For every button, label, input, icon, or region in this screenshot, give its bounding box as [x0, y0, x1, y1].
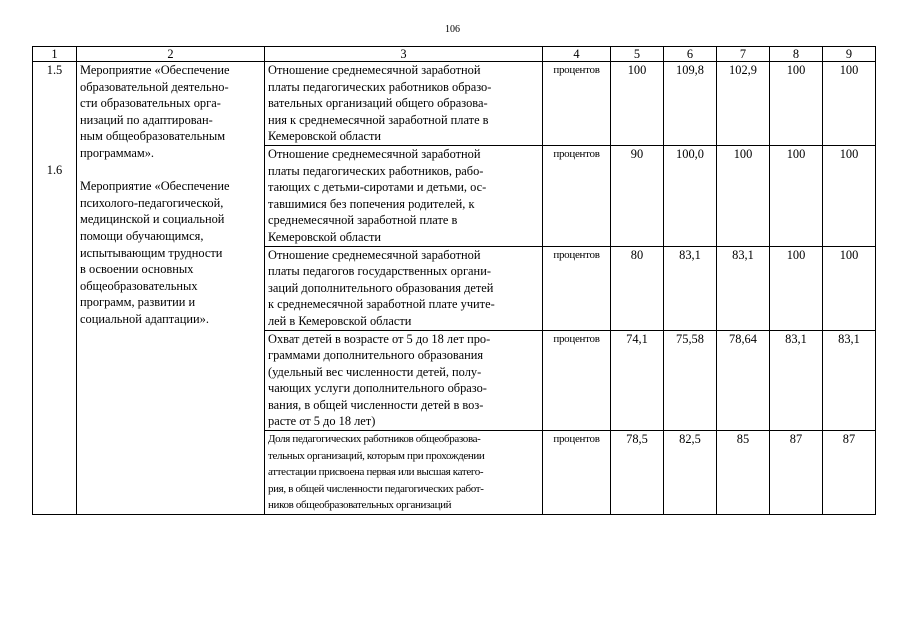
value-cell: 87: [823, 431, 876, 515]
value-cell: 100: [823, 246, 876, 330]
indicator-line: Охват детей в возрасте от 5 до 18 лет про-: [268, 331, 491, 346]
header-cell: 7: [717, 47, 770, 62]
value-cell: 100: [717, 145, 770, 246]
measure-line: помощи обучающимся,: [80, 228, 204, 243]
indicators-table: [32, 46, 876, 515]
indicator-line: Кемеровской области: [268, 229, 382, 244]
page-number: 106: [445, 24, 460, 35]
table-row: [33, 62, 876, 146]
unit-cell: процентов: [543, 431, 611, 515]
indicator-line: ния к среднемесячной заработной плате в: [268, 112, 489, 127]
value-cell: 78,64: [717, 330, 770, 431]
value-cell: 82,5: [664, 431, 717, 515]
unit-cell: процентов: [543, 62, 611, 146]
header-cell: 9: [823, 47, 876, 62]
header-row: [33, 47, 876, 62]
indicator-line: лей в Кемеровской области: [268, 313, 412, 328]
measure-line: медицинской и социальной: [80, 212, 225, 227]
value-cell: 85: [717, 431, 770, 515]
measure-line: Мероприятие «Обеспечение: [80, 63, 230, 77]
measure-line: сти образовательных орга-: [80, 96, 221, 111]
indicator-line: платы педагогических работников образо-: [268, 79, 492, 94]
value-cell: 80: [611, 246, 664, 330]
value-cell: 100: [823, 145, 876, 246]
value-cell: 109,8: [664, 62, 717, 146]
measure-line: Мероприятие «Обеспечение: [80, 179, 230, 194]
header-cell: 3: [265, 47, 543, 62]
indicator-line: тельных организаций, которым при прохождении: [268, 449, 485, 462]
header-cell: 5: [611, 47, 664, 62]
header-cell: 2: [77, 47, 265, 62]
indicator-line: Доля педагогических работников общеобразова-: [268, 433, 481, 446]
header-cell: 4: [543, 47, 611, 62]
value-cell: 102,9: [717, 62, 770, 146]
measure-line: программам».: [80, 145, 155, 160]
value-cell: 100: [770, 246, 823, 330]
indicator-line: среднемесячной заработной плате в: [268, 213, 458, 228]
indicator-cell: [265, 62, 543, 146]
header-cell: 1: [33, 47, 77, 62]
indicator-line: тавшимися без попечения родителей, к: [268, 196, 475, 211]
measure-description-cell: [77, 62, 265, 515]
value-cell: 83,1: [770, 330, 823, 431]
measure-line: ным общеобразовательным: [80, 129, 226, 144]
header-cell: 6: [664, 47, 717, 62]
indicator-line: аттестации присвоена первая или высшая катего-: [268, 466, 484, 479]
unit-cell: процентов: [543, 145, 611, 246]
indicator-line: граммами дополнительного образования: [268, 348, 484, 363]
indicator-line: к среднемесячной заработной плате учите-: [268, 297, 495, 312]
indicator-line: расте от 5 до 18 лет): [268, 414, 376, 429]
measure-line: низаций по адаптирован-: [80, 112, 213, 127]
measure-line: испытывающим трудности: [80, 245, 223, 260]
indicator-cell: [265, 145, 543, 246]
indicator-line: вательных организаций общего образова-: [268, 96, 488, 111]
indicator-line: платы педагогов государственных органи-: [268, 264, 491, 279]
measure-number: 1.5: [46, 63, 63, 77]
value-cell: 78,5: [611, 431, 664, 515]
indicator-line: заций дополнительного образования детей: [268, 280, 494, 295]
indicator-line: Отношение среднемесячной заработной: [268, 247, 481, 262]
value-cell: 83,1: [664, 246, 717, 330]
value-cell: 100: [611, 62, 664, 146]
measure-line: общеобразовательных: [80, 278, 198, 293]
indicator-line: Отношение среднемесячной заработной: [268, 63, 481, 77]
measure-number: 1.6: [46, 162, 63, 177]
indicator-line: Кемеровской области: [268, 129, 382, 144]
indicator-line: Отношение среднемесячной заработной: [268, 146, 481, 161]
indicator-cell: [265, 330, 543, 431]
unit-cell: процентов: [543, 246, 611, 330]
indicator-line: чающих услуги дополнительного образо-: [268, 381, 487, 396]
indicator-line: рия, в общей численности педагогических работ-: [268, 482, 484, 495]
indicator-line: ников общеобразовательных организаций: [268, 499, 452, 512]
value-cell: 90: [611, 145, 664, 246]
indicator-line: тающих с детьми-сиротами и детьми, ос-: [268, 180, 487, 195]
value-cell: 87: [770, 431, 823, 515]
indicator-line: (удельный вес численности детей, полу-: [268, 364, 482, 379]
indicator-line: платы педагогических работников, рабо-: [268, 163, 484, 178]
measure-line: в освоении основных: [80, 262, 194, 277]
value-cell: 83,1: [717, 246, 770, 330]
measure-line: социальной адаптации».: [80, 311, 209, 326]
measure-number-cell: [33, 62, 77, 515]
measure-line: программ, развитии и: [80, 295, 196, 310]
value-cell: 100,0: [664, 145, 717, 246]
indicator-cell: [265, 431, 543, 515]
unit-cell: процентов: [543, 330, 611, 431]
measure-line: психолого-педагогической,: [80, 195, 224, 210]
indicator-line: вания, в общей численности детей в воз-: [268, 397, 484, 412]
value-cell: 100: [770, 145, 823, 246]
value-cell: 100: [823, 62, 876, 146]
value-cell: 74,1: [611, 330, 664, 431]
header-cell: 8: [770, 47, 823, 62]
measure-line: образовательной деятельно-: [80, 79, 229, 94]
value-cell: 83,1: [823, 330, 876, 431]
value-cell: 75,58: [664, 330, 717, 431]
value-cell: 100: [770, 62, 823, 146]
indicator-cell: [265, 246, 543, 330]
